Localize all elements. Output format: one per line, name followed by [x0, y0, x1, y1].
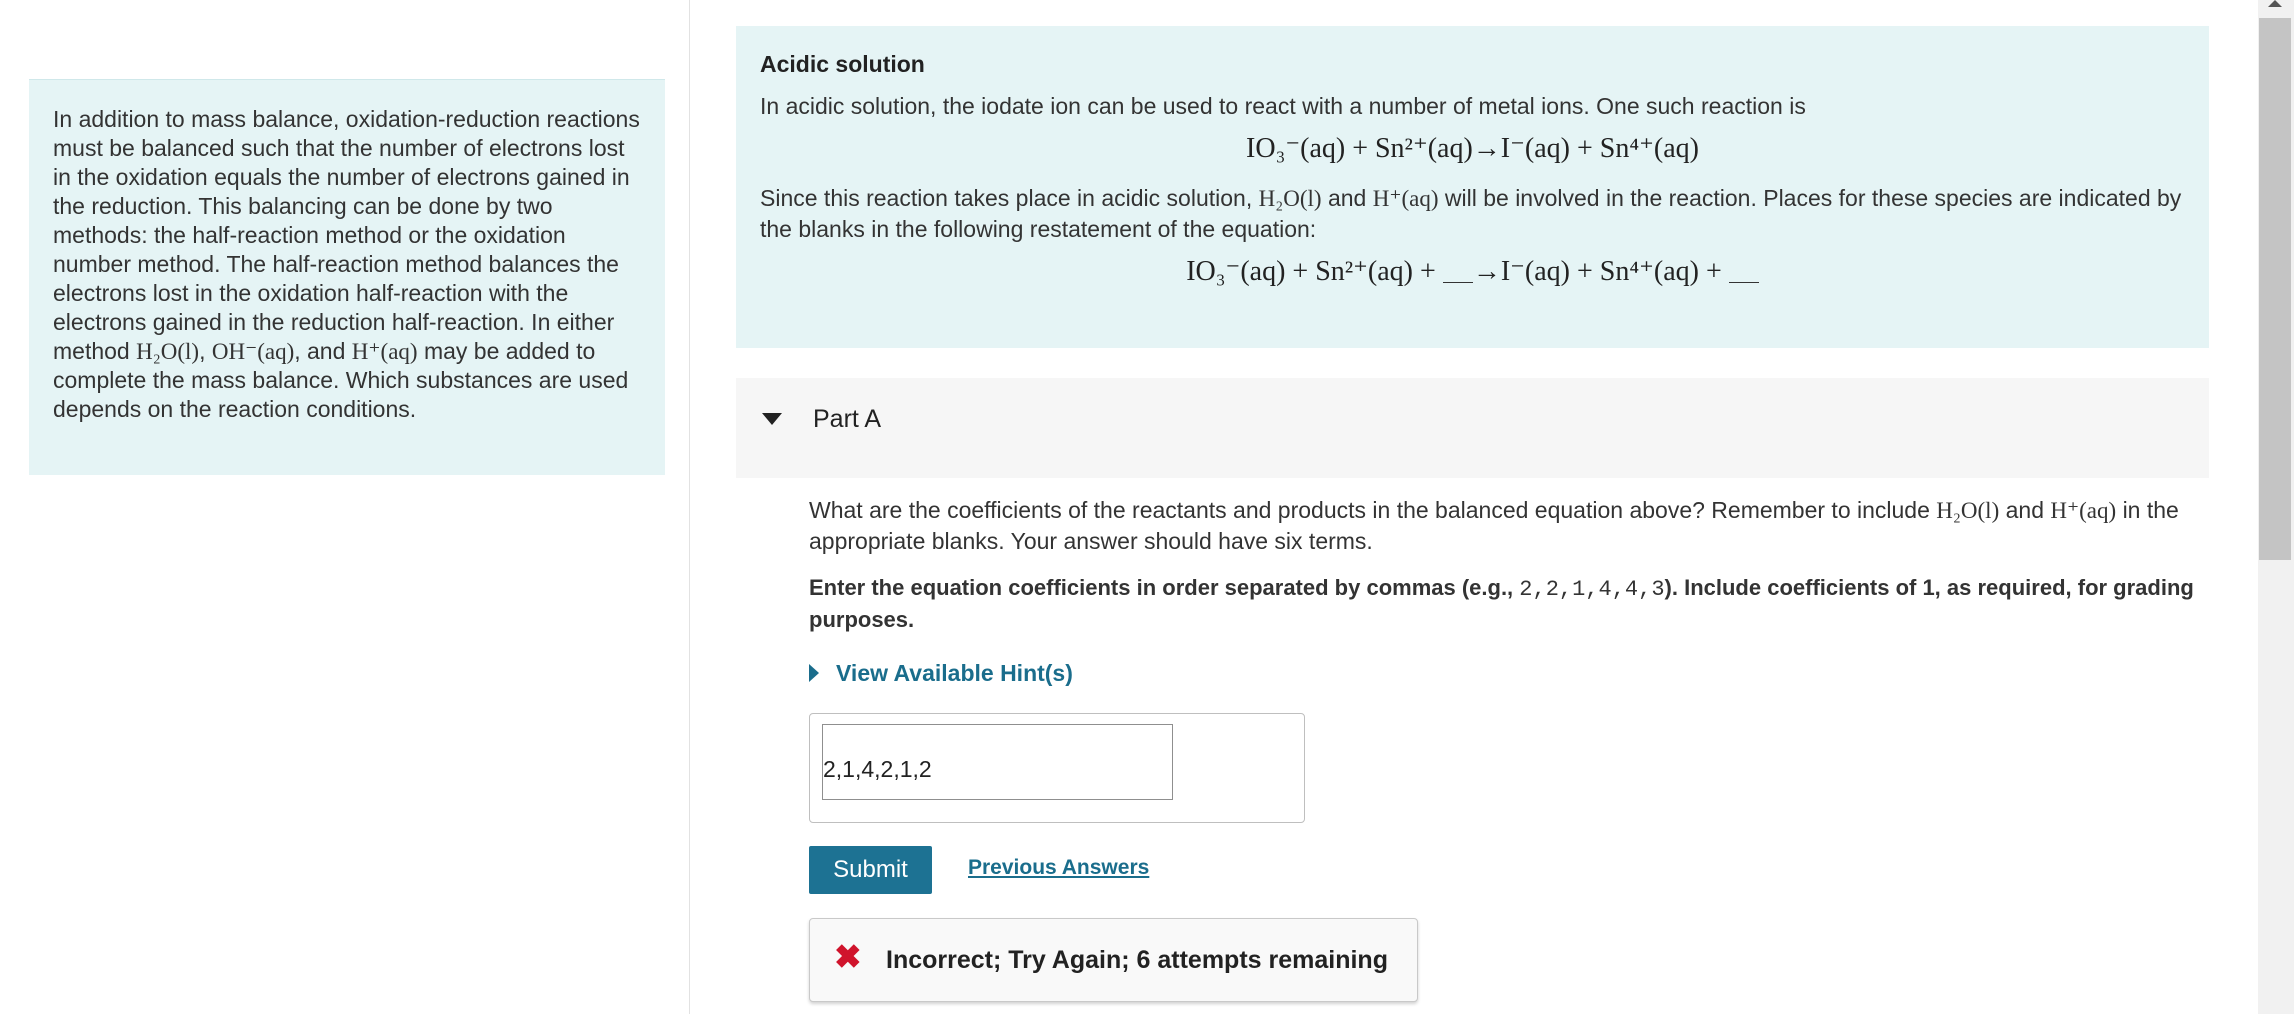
- scrollbar-thumb[interactable]: [2259, 18, 2291, 560]
- feedback-box: [809, 918, 1418, 1002]
- para2-text-b: will be involved in the reaction. Places for these species are indicated by the blanks in the following restatement of the equation:: [760, 185, 2182, 242]
- scroll-up-icon[interactable]: [2268, 0, 2282, 7]
- para2-and: and: [1327, 185, 1367, 211]
- caret-down-icon: [762, 413, 782, 425]
- intro-and: and: [307, 338, 346, 364]
- submit-button[interactable]: Submit: [809, 846, 932, 894]
- answer-container: [809, 713, 1305, 823]
- para2-text-a: Since this reaction takes place in acidic solution,: [760, 185, 1253, 211]
- para2-hplus: H⁺(aq): [1372, 186, 1439, 211]
- column-divider: [689, 0, 690, 1014]
- para2-h2o: H₂O(l): [1258, 186, 1322, 211]
- instruction-text: [809, 573, 2209, 635]
- answer-input[interactable]: [822, 724, 1173, 800]
- instruction-text-b: ). Include coefficients of 1, as required, for grading purposes.: [809, 575, 2194, 632]
- previous-answers-link[interactable]: Previous Answers: [968, 856, 1150, 879]
- acidic-solution-box: [736, 26, 2209, 348]
- feedback-text: Incorrect; Try Again; 6 attempts remaining: [886, 946, 1388, 974]
- part-a-header[interactable]: [736, 378, 2209, 478]
- question-hplus: H⁺(aq): [2050, 498, 2117, 523]
- equation-1: IO₃⁻(aq) + Sn²⁺(aq)→I⁻(aq) + Sn⁴⁺(aq): [1246, 133, 1699, 164]
- equation-2-right: →I⁻(aq) + Sn⁴⁺(aq) +: [1472, 256, 1722, 287]
- instruction-text-a: Enter the equation coefficients in order separated by commas (e.g.,: [809, 575, 1514, 600]
- blank-2: [1729, 260, 1759, 283]
- question-text: [809, 495, 2209, 556]
- intro-text-b: may be added to complete the mass balance. Which substances are used depends on the reaction conditions.: [53, 338, 629, 422]
- question-block: [809, 495, 2209, 635]
- box-para2: [760, 183, 2185, 244]
- blank-1: [1443, 260, 1473, 283]
- caret-right-icon: [809, 664, 819, 682]
- instruction-example: 2,2,1,4,4,3: [1519, 577, 1665, 602]
- intro-text-a: In addition to mass balance, oxidation-reduction reactions must be balanced such that the number of electrons lost in the oxidation equals the number of electrons gained in the reduction. This balancing can be done by two methods: the half-reaction method or the oxidation number method. The half-reaction method balances the electrons lost in the oxidation half-reaction with the electrons gained in the reduction half-reaction. In either method: [53, 106, 640, 364]
- error-x-icon: ✖: [834, 938, 862, 975]
- question-h2o: H₂O(l): [1936, 498, 2000, 523]
- intro-hplus: H⁺(aq): [351, 339, 418, 364]
- box-para1: In acidic solution, the iodate ion can be used to react with a number of metal ions. One such reaction is: [760, 93, 1806, 119]
- hint-label: View Available Hint(s): [836, 660, 1073, 686]
- question-text-b: in the appropriate blanks. Your answer should have six terms.: [809, 497, 2179, 554]
- intro-panel: In addition to mass balance, oxidation-reduction reactions must be balanced such that the number of electrons lost in the oxidation equals the number of electrons gained in the reduction. This balancing can be done by two methods: the half-reaction method or the oxidation number method. The half-reaction method balances the electrons lost in the oxidation half-reaction with the electrons gained in the reduction half-reaction. In either method H₂O(l), OH⁻(aq), and H⁺(aq) may be added to complete the mass balance. Which substances are used depends on the reaction conditions.: [29, 79, 665, 475]
- question-and: and: [2005, 497, 2044, 523]
- intro-h2o: H₂O(l): [136, 339, 200, 364]
- equation-2: [760, 254, 2185, 288]
- view-hints-toggle[interactable]: [809, 660, 1073, 687]
- box-title: Acidic solution: [760, 51, 925, 77]
- equation-2-left: IO₃⁻(aq) + Sn²⁺(aq) +: [1186, 256, 1436, 287]
- part-a-title: Part A: [813, 405, 882, 433]
- question-text-a: What are the coefficients of the reactants and products in the balanced equation above? Remember to include: [809, 497, 1930, 523]
- intro-oh: OH⁻(aq): [211, 339, 295, 364]
